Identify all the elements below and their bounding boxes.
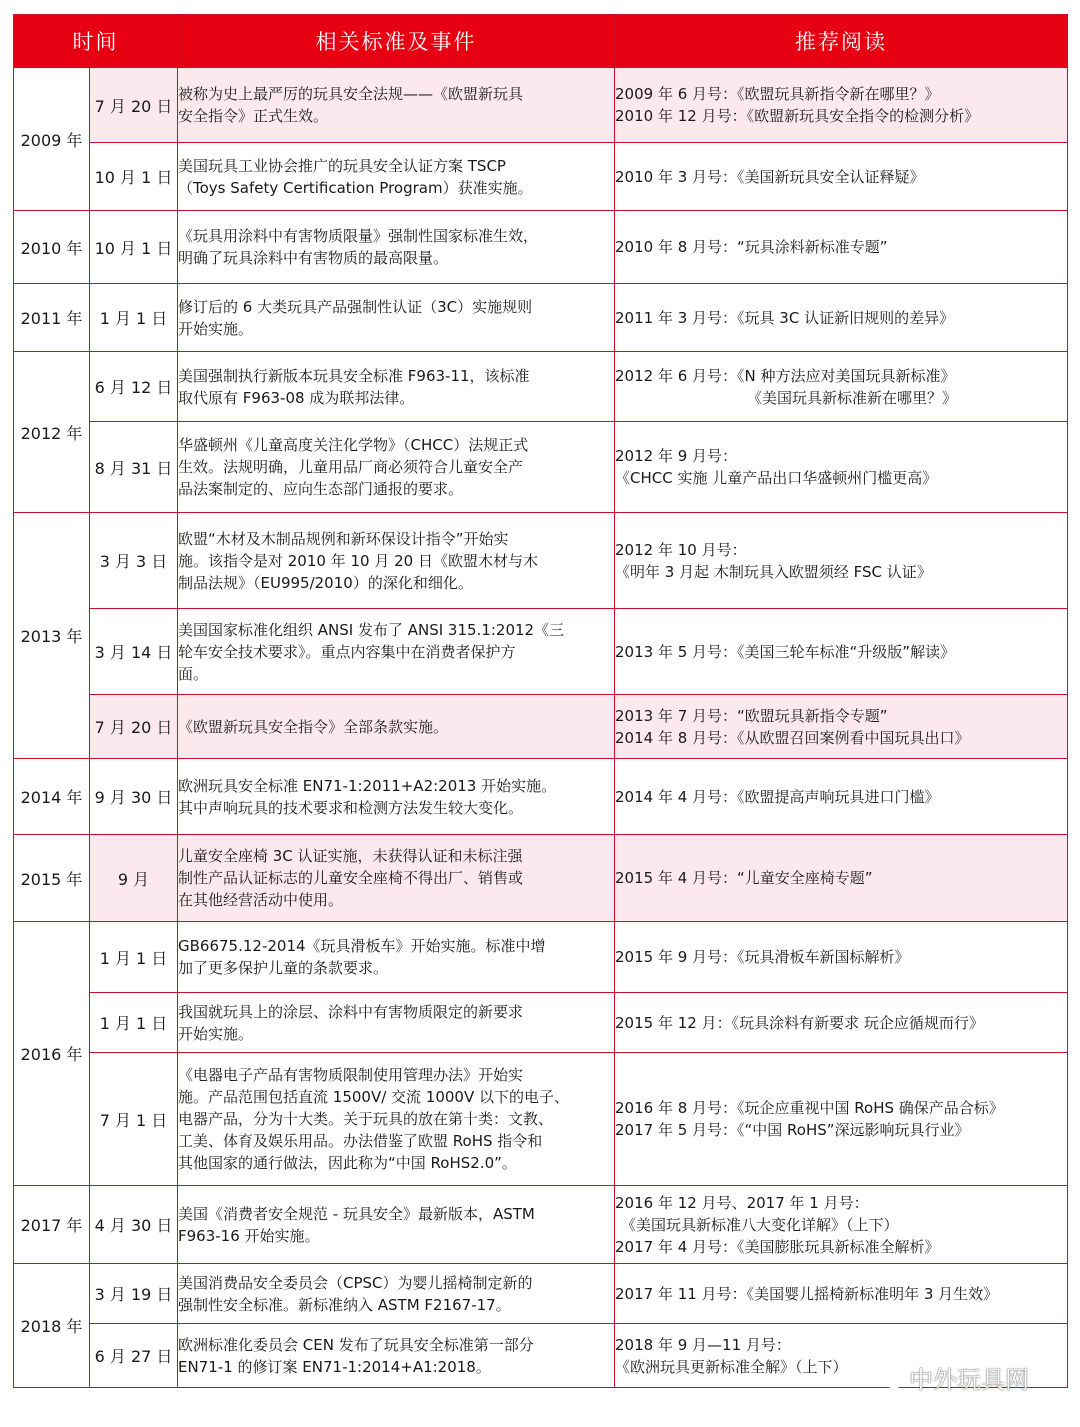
reading-line: 2011 年 3 月号：《玩具 3C 认证新旧规则的差异》 — [615, 308, 955, 327]
event-line: 修订后的 6 大类玩具产品强制性认证（3C）实施规则 — [178, 297, 533, 316]
table-row — [14, 1264, 1068, 1324]
year-cell: 2016 年 — [14, 922, 90, 1186]
event-line: 儿童安全座椅 3C 认证实施，未获得认证和未标注强 — [178, 847, 523, 865]
event-line: 开始实施。 — [178, 319, 254, 338]
date-cell: 7 月 20 日 — [90, 695, 178, 759]
event-line: 制品法规》（EU995/2010）的深化和细化。 — [178, 573, 473, 592]
reading-line: 2017 年 11 月号：《美国婴儿摇椅新标准明年 3 月生效》 — [615, 1284, 999, 1303]
date-cell: 9 月 30 日 — [90, 759, 178, 835]
reading-line: 2014 年 4 月号：《欧盟提高声响玩具进口门槛》 — [615, 787, 940, 806]
event-line: EN71-1 的修订案 EN71-1:2014+A1:2018。 — [178, 1357, 491, 1376]
reading-cell — [615, 1264, 1068, 1324]
table-row — [14, 513, 1068, 609]
date-cell: 10 月 1 日 — [90, 211, 178, 284]
reading-line: 2013 年 5 月号：《美国三轮车标准“升级版”解读》 — [615, 642, 956, 661]
event-line: GB6675.12-2014《玩具滑板车》开始实施。标准中增 — [178, 937, 546, 955]
reading-cell — [615, 68, 1068, 143]
event-line: 轮车安全技术要求》。重点内容集中在消费者保护方 — [178, 642, 516, 661]
event-line: 工美、体育及娱乐用品。办法借鉴了欧盟 RoHS 指令和 — [178, 1132, 543, 1150]
date-cell: 1 月 1 日 — [90, 993, 178, 1053]
table-row — [14, 422, 1068, 513]
year-cell: 2010 年 — [14, 211, 90, 284]
date-cell: 3 月 19 日 — [90, 1264, 178, 1324]
reading-line: 《美国玩具新标准八大变化详解》（上下） — [621, 1215, 899, 1234]
reading-line: 2010 年 8 月号：“玩具涂料新标准专题” — [615, 238, 888, 256]
event-line: 制性产品认证标志的儿童安全座椅不得出厂、销售或 — [178, 869, 524, 887]
table-row — [14, 211, 1068, 284]
header-time: 时间 — [14, 15, 178, 68]
event-cell — [178, 759, 615, 835]
reading-cell — [615, 835, 1068, 922]
event-line: 美国强制执行新版本玩具安全标准 F963-11，该标准 — [178, 366, 530, 385]
event-line: 美国国家标准化组织 ANSI 发布了 ANSI 315.1:2012《三 — [178, 620, 565, 639]
reading-cell — [615, 993, 1068, 1053]
reading-line: 2015 年 12 月：《玩具涂料有新要求 玩企应循规而行》 — [615, 1013, 984, 1032]
reading-line: 《美国玩具新标准新在哪里？》 — [747, 388, 958, 407]
table-row — [14, 759, 1068, 835]
event-line: 被称为史上最严厉的玩具安全法规——《欧盟新玩具 — [178, 85, 524, 103]
date-cell: 8 月 31 日 — [90, 422, 178, 513]
event-line: 生效。法规明确，儿童用品厂商必须符合儿童安全产 — [178, 458, 524, 476]
reading-cell — [615, 143, 1068, 211]
event-cell — [178, 422, 615, 513]
reading-line: 2012 年 6 月号：《N 种方法应对美国玩具新标准》 — [615, 366, 956, 385]
table-row — [14, 68, 1068, 143]
year-cell: 2012 年 — [14, 352, 90, 513]
date-cell: 6 月 12 日 — [90, 352, 178, 422]
year-cell: 2017 年 — [14, 1186, 90, 1264]
year-cell: 2009 年 — [14, 68, 90, 211]
table-row — [14, 993, 1068, 1053]
event-line: 加了更多保护儿童的条款要求。 — [178, 959, 389, 977]
date-cell: 7 月 1 日 — [90, 1053, 178, 1186]
reading-line: 2014 年 8 月号：《从欧盟召回案例看中国玩具出口》 — [615, 728, 970, 747]
year-cell: 2013 年 — [14, 513, 90, 759]
event-line: 取代原有 F963-08 成为联邦法律。 — [178, 388, 415, 407]
table-row — [14, 1186, 1068, 1264]
table-row — [14, 695, 1068, 759]
event-cell — [178, 211, 615, 284]
reading-line: 2016 年 12 月号、2017 年 1 月号： — [615, 1193, 869, 1212]
table-header-row — [14, 15, 1068, 68]
reading-cell — [615, 284, 1068, 352]
table-row — [14, 609, 1068, 695]
reading-line: 2017 年 4 月号：《美国膨胀玩具新标准全解析》 — [615, 1237, 940, 1256]
reading-line: 2016 年 8 月号：《玩企应重视中国 RoHS 确保产品合标》 — [615, 1099, 1004, 1117]
event-line: 其中声响玩具的技术要求和检测方法发生较大变化。 — [178, 798, 524, 817]
event-cell — [178, 695, 615, 759]
event-line: 强制性安全标准。新标准纳入 ASTM F2167-17。 — [178, 1295, 511, 1314]
event-line: 欧洲标准化委员会 CEN 发布了玩具安全标准第一部分 — [178, 1335, 534, 1354]
standards-timeline-table — [13, 14, 1068, 1388]
header-event: 相关标准及事件 — [178, 15, 615, 68]
event-cell — [178, 1186, 615, 1264]
reading-line: 《明年 3 月起 木制玩具入欧盟须经 FSC 认证》 — [615, 562, 932, 581]
event-line: （Toys Safety Certification Program）获准实施。 — [178, 178, 533, 197]
reading-cell — [615, 1053, 1068, 1186]
reading-cell — [615, 211, 1068, 284]
event-line: 施。产品范围包括直流 1500V/ 交流 1000V 以下的电子、 — [178, 1088, 569, 1106]
reading-line: 2010 年 3 月号：《美国新玩具安全认证释疑》 — [615, 167, 925, 186]
event-cell — [178, 1053, 615, 1186]
reading-cell — [615, 352, 1068, 422]
table-row — [14, 284, 1068, 352]
event-cell — [178, 922, 615, 993]
watermark-text: 中外玩具网 — [909, 1366, 1029, 1394]
event-cell — [178, 513, 615, 609]
table-row — [14, 835, 1068, 922]
table-body — [14, 68, 1068, 1388]
reading-line: 2013 年 7 月号：“欧盟玩具新指令专题” — [615, 706, 888, 725]
event-cell — [178, 993, 615, 1053]
reading-cell — [615, 922, 1068, 993]
year-cell: 2014 年 — [14, 759, 90, 835]
event-line: 开始实施。 — [178, 1024, 254, 1043]
reading-line: 2017 年 5 月号：《“中国 RoHS”深远影响玩具行业》 — [615, 1121, 970, 1139]
event-line: 品法案制定的、应向生态部门通报的要求。 — [178, 480, 464, 498]
header-reading: 推荐阅读 — [615, 15, 1068, 68]
event-line: F963-16 开始实施。 — [178, 1226, 320, 1245]
date-cell: 6 月 27 日 — [90, 1324, 178, 1388]
year-cell: 2011 年 — [14, 284, 90, 352]
reading-cell — [615, 695, 1068, 759]
wechat-icon — [875, 1363, 905, 1393]
event-cell — [178, 835, 615, 922]
event-line: 欧洲玩具安全标准 EN71-1:2011+A2:2013 开始实施。 — [178, 776, 557, 795]
watermark — [875, 1360, 1029, 1395]
reading-line: 《欧洲玩具更新标准全解》（上下） — [615, 1357, 848, 1376]
event-cell — [178, 143, 615, 211]
date-cell: 3 月 14 日 — [90, 609, 178, 695]
event-line: 其他国家的通行做法，因此称为“中国 RoHS2.0”。 — [178, 1154, 517, 1172]
reading-cell — [615, 513, 1068, 609]
event-cell — [178, 68, 615, 143]
reading-cell — [615, 1186, 1068, 1264]
reading-cell — [615, 609, 1068, 695]
reading-line: 2018 年 9 月—11 月号： — [615, 1335, 791, 1354]
reading-line: 2015 年 4 月号：“儿童安全座椅专题” — [615, 869, 873, 887]
reading-line: 2015 年 9 月号：《玩具滑板车新国标解析》 — [615, 948, 910, 966]
event-line: 欧盟“木材及木制品规例和新环保设计指令”开始实 — [178, 529, 509, 548]
date-cell: 1 月 1 日 — [90, 922, 178, 993]
reading-line: 2009 年 6 月号：《欧盟玩具新指令新在哪里？》 — [615, 85, 940, 103]
date-cell: 1 月 1 日 — [90, 284, 178, 352]
reading-line: 2012 年 9 月号： — [615, 447, 738, 465]
event-line: 施。该指令是对 2010 年 10 月 20 日《欧盟木材与木 — [178, 551, 538, 570]
reading-line: 《CHCC 实施 儿童产品出口华盛顿州门槛更高》 — [615, 469, 938, 487]
date-cell: 7 月 20 日 — [90, 68, 178, 143]
reading-cell — [615, 759, 1068, 835]
event-line: 明确了玩具涂料中有害物质的最高限量。 — [178, 249, 449, 267]
date-cell: 4 月 30 日 — [90, 1186, 178, 1264]
event-line: 我国就玩具上的涂层、涂料中有害物质限定的新要求 — [178, 1002, 524, 1021]
reading-line: 2012 年 10 月号： — [615, 540, 747, 559]
event-line: 在其他经营活动中使用。 — [178, 891, 344, 909]
event-line: 华盛顿州《儿童高度关注化学物》（CHCC）法规正式 — [178, 436, 529, 454]
event-line: 电器产品，分为十大类。关于玩具的放在第十类：文教、 — [178, 1110, 554, 1128]
reading-line: 2010 年 12 月号：《欧盟新玩具安全指令的检测分析》 — [615, 107, 980, 125]
event-line: 美国消费品安全委员会（CPSC）为婴儿摇椅制定新的 — [178, 1273, 533, 1292]
event-line: 安全指令》正式生效。 — [178, 107, 329, 125]
event-cell — [178, 1264, 615, 1324]
event-line: 美国《消费者安全规范 - 玩具安全》最新版本，ASTM — [178, 1204, 535, 1223]
event-cell — [178, 352, 615, 422]
event-line: 《玩具用涂料中有害物质限量》强制性国家标准生效， — [178, 227, 539, 245]
table-row — [14, 143, 1068, 211]
event-line: 《电器电子产品有害物质限制使用管理办法》开始实 — [178, 1066, 524, 1084]
date-cell: 3 月 3 日 — [90, 513, 178, 609]
reading-cell — [615, 422, 1068, 513]
event-line: 《欧盟新玩具安全指令》全部条款实施。 — [178, 717, 449, 736]
table-row — [14, 922, 1068, 993]
event-line: 美国玩具工业协会推广的玩具安全认证方案 TSCP — [178, 156, 506, 175]
event-line: 面。 — [178, 664, 209, 683]
event-cell — [178, 284, 615, 352]
year-cell: 2018 年 — [14, 1264, 90, 1388]
table-row — [14, 352, 1068, 422]
date-cell: 10 月 1 日 — [90, 143, 178, 211]
table-row — [14, 1053, 1068, 1186]
date-cell: 9 月 — [90, 835, 178, 922]
year-cell: 2015 年 — [14, 835, 90, 922]
event-cell — [178, 609, 615, 695]
event-cell — [178, 1324, 615, 1388]
